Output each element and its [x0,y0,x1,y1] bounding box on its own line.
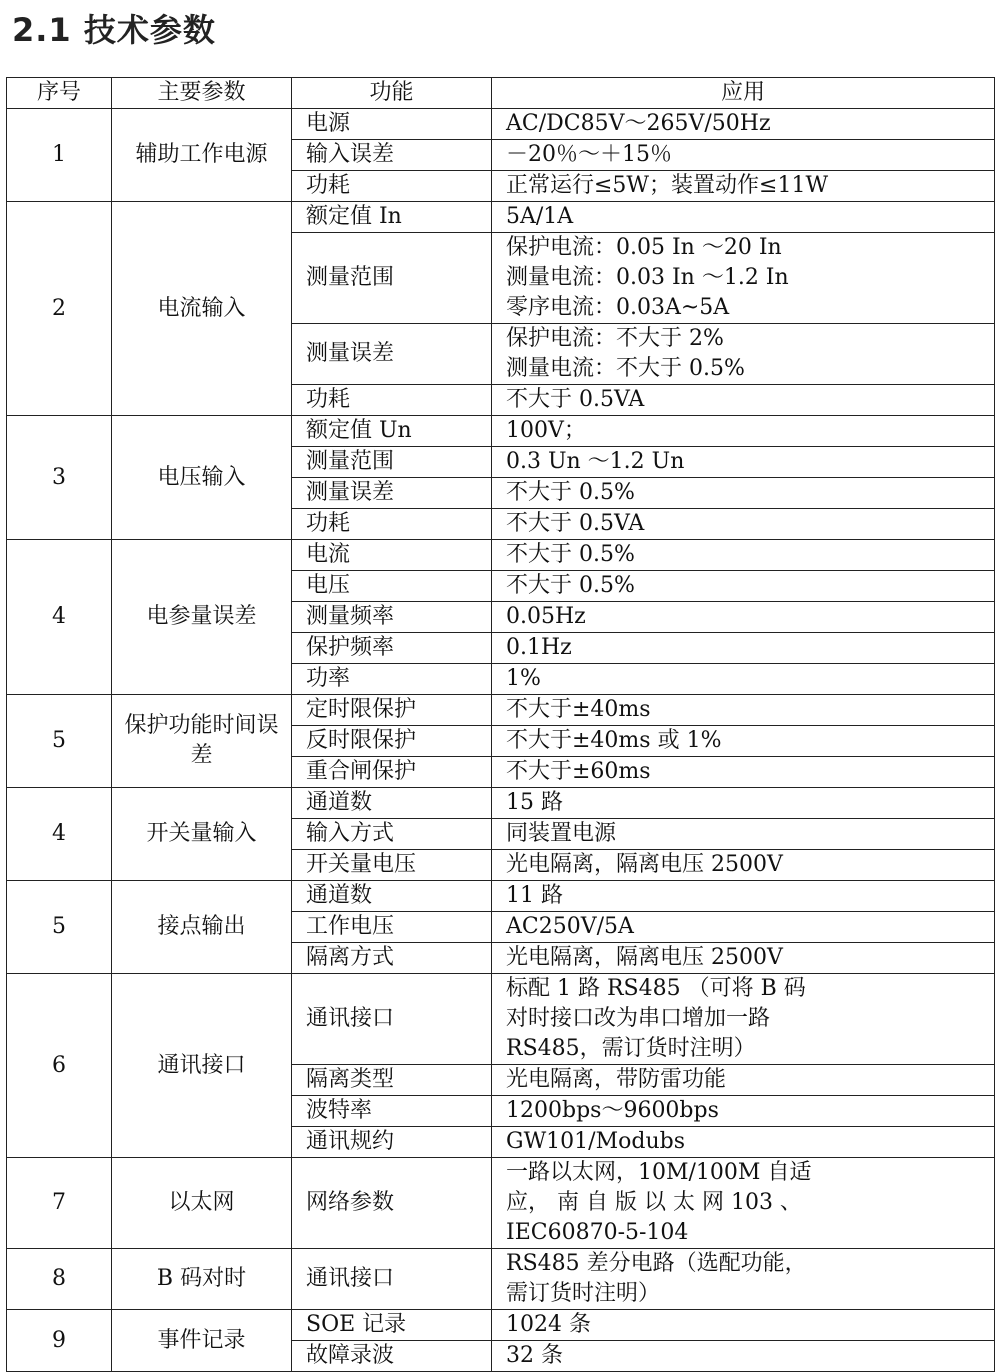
table-row [7,109,995,140]
cell-application [492,974,995,1065]
cell-no: 5 [7,881,112,974]
cell-param: 电参量误差 [112,540,292,695]
application-line: 测量电流：不大于 0.5% [506,356,745,381]
cell-function: 通讯接口 [292,974,492,1065]
cell-application [492,509,995,540]
table-row [7,1310,995,1341]
header-function: 功能 [292,78,492,109]
cell-application [492,726,995,757]
application-line: 1024 条 [506,1312,591,1337]
application-line: 标配 1 路 RS485 （可将 B 码 [506,976,806,1001]
cell-param: 事件记录 [112,1310,292,1372]
cell-param: 接点输出 [112,881,292,974]
cell-application [492,1341,995,1372]
cell-param: 保护功能时间误差 [112,695,292,788]
cell-application [492,664,995,695]
cell-no: 1 [7,109,112,202]
cell-param: 电流输入 [112,202,292,416]
application-line: 0.05Hz [506,604,586,629]
cell-no: 4 [7,540,112,695]
cell-application [492,385,995,416]
cell-no: 8 [7,1249,112,1310]
cell-function: 测量范围 [292,447,492,478]
application-line: 不大于 0.5% [506,480,635,505]
cell-param: 以太网 [112,1158,292,1249]
cell-application [492,695,995,726]
cell-application [492,1127,995,1158]
application-line: 不大于 0.5VA [506,511,645,536]
header-application: 应用 [492,78,995,109]
cell-function: 隔离方式 [292,943,492,974]
table-row [7,540,995,571]
table-row [7,1158,995,1249]
section-title: 2.1 技术参数 [12,11,216,49]
cell-no: 2 [7,202,112,416]
cell-function: 通道数 [292,788,492,819]
cell-application [492,1096,995,1127]
application-line: 0.1Hz [506,635,572,660]
cell-function: 反时限保护 [292,726,492,757]
application-line: 1% [506,666,541,691]
cell-application [492,233,995,324]
cell-function: 额定值 In [292,202,492,233]
cell-application [492,819,995,850]
cell-function: 测量误差 [292,324,492,385]
application-line: 不大于 0.5% [506,542,635,567]
cell-application [492,140,995,171]
cell-application [492,943,995,974]
cell-param: 电压输入 [112,416,292,540]
cell-function: 额定值 Un [292,416,492,447]
cell-function: SOE 记录 [292,1310,492,1341]
cell-function: 故障录波 [292,1341,492,1372]
application-line: 同装置电源 [506,821,617,846]
table-row [7,974,995,1065]
application-line: 保护电流：0.05 In ～20 In [506,235,782,260]
cell-function: 隔离类型 [292,1065,492,1096]
application-line: RS485 差分电路（选配功能， [506,1251,807,1276]
header-no: 序号 [7,78,112,109]
table-row [7,881,995,912]
cell-function: 通道数 [292,881,492,912]
header-param: 主要参数 [112,78,292,109]
cell-no: 9 [7,1310,112,1372]
cell-function: 输入误差 [292,140,492,171]
table-row [7,788,995,819]
table-body [7,109,995,1372]
cell-param: B 码对时 [112,1249,292,1310]
application-line: 正常运行≤5W；装置动作≤11W [506,173,829,198]
cell-function: 电压 [292,571,492,602]
table-row [7,202,995,233]
table-row [7,695,995,726]
cell-function: 波特率 [292,1096,492,1127]
cell-application [492,1158,995,1249]
cell-function: 电流 [292,540,492,571]
cell-function: 测量范围 [292,233,492,324]
cell-function: 网络参数 [292,1158,492,1249]
cell-function: 定时限保护 [292,695,492,726]
cell-application [492,1310,995,1341]
application-line: 不大于±40ms [506,697,651,722]
application-line: 光电隔离，隔离电压 2500V [506,852,783,877]
cell-function: 保护频率 [292,633,492,664]
application-line: 需订货时注明） [506,1281,661,1306]
cell-no: 6 [7,974,112,1158]
header-row [7,78,995,109]
cell-application [492,788,995,819]
application-line: 光电隔离，隔离电压 2500V [506,945,783,970]
application-line: 不大于 0.5% [506,573,635,598]
application-line: 不大于±40ms 或 1% [506,728,722,753]
cell-application [492,912,995,943]
cell-function: 测量误差 [292,478,492,509]
table-row [7,416,995,447]
cell-application [492,1249,995,1310]
cell-function: 测量频率 [292,602,492,633]
application-line: 15 路 [506,790,563,815]
cell-no: 3 [7,416,112,540]
cell-function: 功率 [292,664,492,695]
cell-function: 工作电压 [292,912,492,943]
application-line: 应， 南 自 版 以 太 网 103 、 [506,1190,802,1215]
cell-application [492,447,995,478]
application-line: GW101/Modubs [506,1129,685,1154]
application-line: IEC60870-5-104 [506,1220,689,1245]
application-line: 100V； [506,418,586,443]
cell-application [492,602,995,633]
cell-application [492,633,995,664]
cell-function: 电源 [292,109,492,140]
cell-function: 通讯规约 [292,1127,492,1158]
cell-param: 通讯接口 [112,974,292,1158]
application-line: 1200bps～9600bps [506,1098,719,1123]
application-line: AC/DC85V～265V/50Hz [506,111,771,136]
application-line: 测量电流：0.03 In ～1.2 In [506,265,789,290]
cell-application [492,109,995,140]
cell-no: 4 [7,788,112,881]
application-line: 不大于 0.5VA [506,387,645,412]
cell-application [492,1065,995,1096]
application-line: 零序电流：0.03A~5A [506,295,730,320]
cell-function: 功耗 [292,509,492,540]
application-line: 一路以太网，10M/100M 自适 [506,1160,812,1185]
cell-application [492,881,995,912]
cell-function: 重合闸保护 [292,757,492,788]
cell-application [492,478,995,509]
application-line: 32 条 [506,1343,563,1368]
cell-function: 功耗 [292,171,492,202]
cell-application [492,171,995,202]
application-line: 11 路 [506,883,563,908]
tech-params-table [6,77,995,1372]
application-line: 保护电流：不大于 2% [506,326,724,351]
application-line: 0.3 Un ～1.2 Un [506,449,685,474]
cell-param: 开关量输入 [112,788,292,881]
application-line: 5A/1A [506,204,574,229]
cell-application [492,202,995,233]
application-line: 对时接口改为串口增加一路 [506,1006,771,1031]
cell-param: 辅助工作电源 [112,109,292,202]
application-line: RS485，需订货时注明） [506,1036,756,1061]
application-line: AC250V/5A [506,914,634,939]
cell-function: 通讯接口 [292,1249,492,1310]
cell-no: 7 [7,1158,112,1249]
cell-application [492,324,995,385]
cell-function: 功耗 [292,385,492,416]
cell-application [492,850,995,881]
cell-no: 5 [7,695,112,788]
table-row [7,1249,995,1310]
application-line: 不大于±60ms [506,759,651,784]
cell-application [492,757,995,788]
cell-application [492,416,995,447]
cell-function: 开关量电压 [292,850,492,881]
cell-function: 输入方式 [292,819,492,850]
application-line: 光电隔离，带防雷功能 [506,1067,727,1092]
cell-application [492,540,995,571]
application-line: －20％～＋15％ [506,142,672,167]
cell-application [492,571,995,602]
